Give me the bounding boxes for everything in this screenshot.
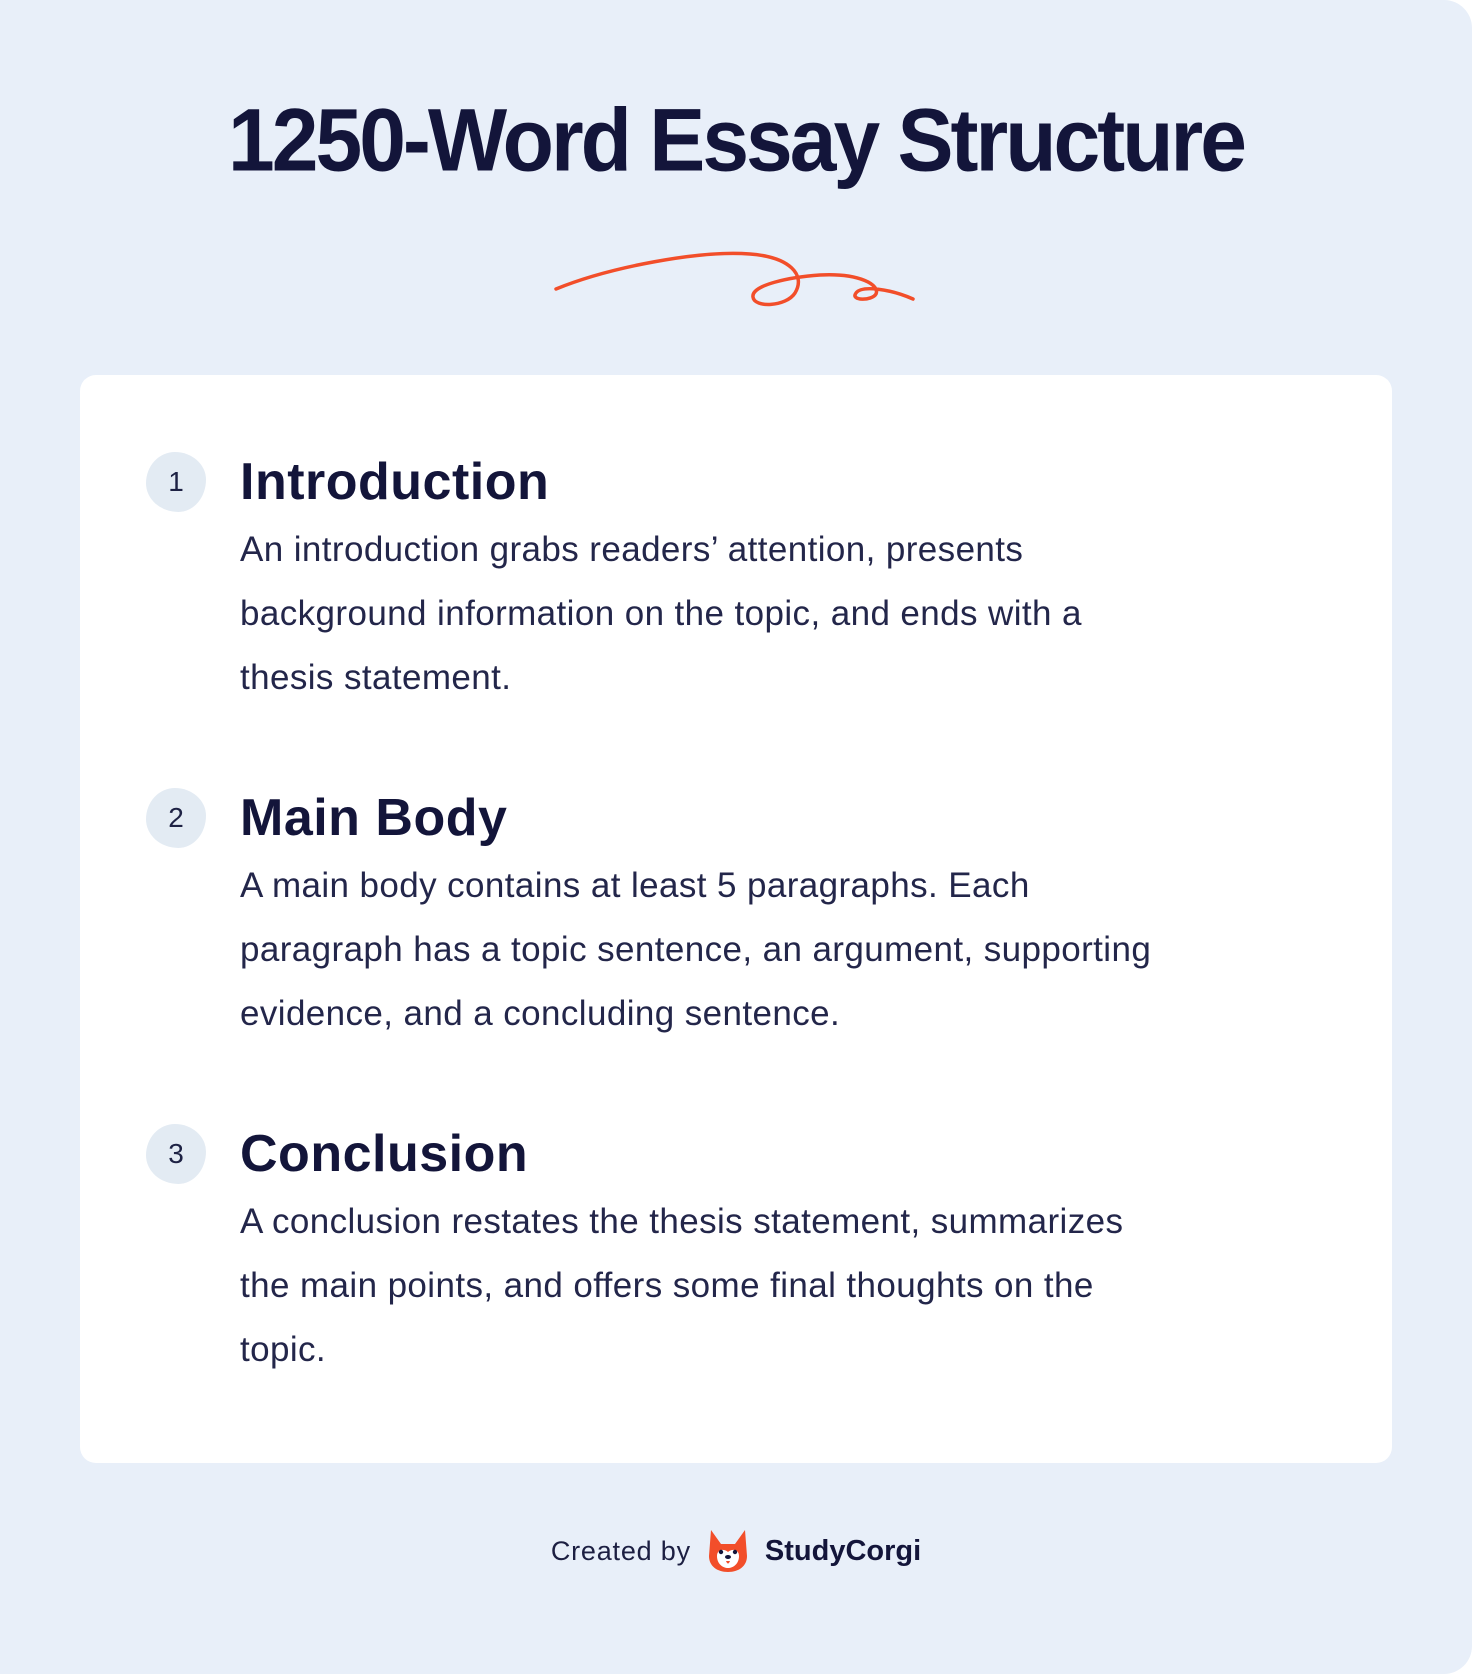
section-title: Conclusion (240, 1125, 529, 1183)
section-description (240, 518, 1320, 710)
description-line: An introduction grabs readers’ attention, presents (240, 530, 1024, 569)
section-description (240, 1190, 1320, 1382)
step-number-badge: 1 (146, 452, 206, 512)
description-line: the main points, and offers some final thoughts on the (240, 1266, 1094, 1305)
section-title: Main Body (240, 789, 508, 847)
brand-name: StudyCorgi (764, 1534, 922, 1567)
step-number-badge: 3 (146, 1124, 206, 1184)
section-title: Introduction (240, 453, 550, 511)
description-line: A main body contains at least 5 paragraphs. Each (240, 866, 1030, 905)
corgi-logo-icon (707, 1528, 749, 1574)
content-card (80, 375, 1392, 1463)
description-line: evidence, and a concluding sentence. (240, 994, 841, 1033)
section-description (240, 854, 1320, 1046)
description-line: A conclusion restates the thesis statement, summarizes (240, 1202, 1124, 1241)
page-title: 1250-Word Essay Structure (228, 90, 1244, 190)
footer-credit (0, 1528, 1472, 1574)
description-line: topic. (240, 1330, 327, 1369)
description-line: background information on the topic, and ends with a (240, 594, 1082, 633)
description-line: thesis statement. (240, 658, 512, 697)
created-by-label: Created by (550, 1535, 691, 1566)
decorative-squiggle-icon (550, 245, 920, 320)
description-line: paragraph has a topic sentence, an argument, supporting (240, 930, 1152, 969)
step-number-badge: 2 (146, 788, 206, 848)
